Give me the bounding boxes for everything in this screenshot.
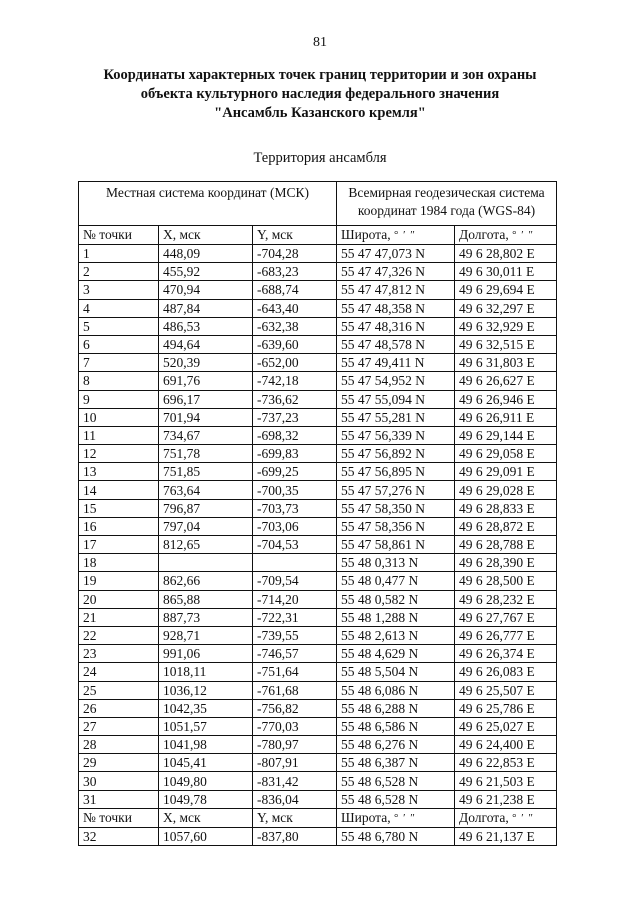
cell-lon: 49 6 28,872 E (455, 517, 557, 535)
cell-lon: 49 6 24,400 E (455, 736, 557, 754)
cell-n: 24 (79, 663, 159, 681)
cell-lat: 55 48 6,528 N (337, 772, 455, 790)
col-header-point: № точки (79, 226, 159, 245)
cell-n: 12 (79, 445, 159, 463)
cell-lat: 55 47 48,316 N (337, 317, 455, 335)
cell-x: 701,94 (159, 408, 253, 426)
cell-y: -742,18 (253, 372, 337, 390)
table-row (79, 245, 557, 263)
cell-lat: 55 48 5,504 N (337, 663, 455, 681)
cell-x: 520,39 (159, 354, 253, 372)
cell-lon: 49 6 22,853 E (455, 754, 557, 772)
cell-y: -632,38 (253, 317, 337, 335)
cell-y: -831,42 (253, 772, 337, 790)
cell-n: 30 (79, 772, 159, 790)
msk-group-header (79, 182, 337, 226)
cell-lon: 49 6 21,137 E (455, 827, 557, 845)
table-row (79, 517, 557, 535)
table-row (79, 263, 557, 281)
cell-lon: 49 6 32,515 E (455, 335, 557, 353)
cell-lon: 49 6 29,144 E (455, 426, 557, 444)
cell-y: -699,83 (253, 445, 337, 463)
table-row (79, 335, 557, 353)
cell-n: 20 (79, 590, 159, 608)
cell-lat: 55 48 0,477 N (337, 572, 455, 590)
cell-n: 14 (79, 481, 159, 499)
deg-min-sec-marks: ° ′ ″ (393, 229, 416, 241)
cell-lat: 55 47 49,411 N (337, 354, 455, 372)
cell-n: 16 (79, 517, 159, 535)
cell-y: -699,25 (253, 463, 337, 481)
table-row (79, 481, 557, 499)
cell-lon: 49 6 21,238 E (455, 790, 557, 808)
table-row (79, 554, 557, 572)
cell-y: -780,97 (253, 736, 337, 754)
cell-n: 10 (79, 408, 159, 426)
cell-x: 487,84 (159, 299, 253, 317)
cell-lon: 49 6 28,390 E (455, 554, 557, 572)
cell-x: 470,94 (159, 281, 253, 299)
cell-n: 32 (79, 827, 159, 845)
wgs-group-label-1: Всемирная геодезическая система (348, 185, 545, 200)
cell-y: -751,64 (253, 663, 337, 681)
wgs-group-label-2: координат 1984 года (WGS-84) (357, 203, 536, 218)
cell-y: -739,55 (253, 626, 337, 644)
cell-y: -703,06 (253, 517, 337, 535)
cell-n: 23 (79, 645, 159, 663)
cell-n: 6 (79, 335, 159, 353)
cell-lat: 55 47 55,094 N (337, 390, 455, 408)
title-line-1: Координаты характерных точек границ территории и зон охраны (103, 67, 537, 83)
table-row (79, 354, 557, 372)
cell-x: 1057,60 (159, 827, 253, 845)
cell-lon: 49 6 32,297 E (455, 299, 557, 317)
cell-x: 734,67 (159, 426, 253, 444)
table-row (79, 681, 557, 699)
cell-x: 751,78 (159, 445, 253, 463)
cell-lon: 49 6 26,374 E (455, 645, 557, 663)
cell-lon: 49 6 31,803 E (455, 354, 557, 372)
cell-lat: 55 47 58,356 N (337, 517, 455, 535)
col-header-lon (455, 226, 557, 245)
cell-y: -836,04 (253, 790, 337, 808)
cell-n: 4 (79, 299, 159, 317)
cell-lat: 55 47 56,339 N (337, 426, 455, 444)
table-row (79, 536, 557, 554)
cell-lat: 55 47 56,895 N (337, 463, 455, 481)
cell-x: 1018,11 (159, 663, 253, 681)
cell-lat: 55 48 2,613 N (337, 626, 455, 644)
cell-x: 928,71 (159, 626, 253, 644)
col-header-lat (337, 226, 455, 245)
cell-lat: 55 47 58,350 N (337, 499, 455, 517)
cell-n: 18 (79, 554, 159, 572)
col-header-lat-label: Широта, (341, 809, 391, 825)
cell-n: 26 (79, 699, 159, 717)
cell-x: 1049,78 (159, 790, 253, 808)
table-row (79, 281, 557, 299)
table-row (79, 608, 557, 626)
cell-lon: 49 6 25,507 E (455, 681, 557, 699)
table-body (79, 245, 557, 809)
cell-y: -722,31 (253, 608, 337, 626)
cell-n: 11 (79, 426, 159, 444)
cell-x: 1051,57 (159, 717, 253, 735)
cell-y: -698,32 (253, 426, 337, 444)
table-row (79, 590, 557, 608)
table-row (79, 572, 557, 590)
cell-x: 486,53 (159, 317, 253, 335)
cell-y: -746,57 (253, 645, 337, 663)
cell-y: -807,91 (253, 754, 337, 772)
table-row (79, 499, 557, 517)
msk-group-label: Местная система координат (МСК) (106, 185, 309, 200)
col-header-y: Y, мск (253, 226, 337, 245)
cell-lon: 49 6 28,788 E (455, 536, 557, 554)
cell-lat: 55 48 6,586 N (337, 717, 455, 735)
table-row (79, 754, 557, 772)
table-row (79, 463, 557, 481)
cell-lat: 55 47 48,358 N (337, 299, 455, 317)
page-number: 81 (313, 35, 327, 50)
cell-lat: 55 48 6,780 N (337, 827, 455, 845)
table-row (79, 717, 557, 735)
cell-lat: 55 48 6,276 N (337, 736, 455, 754)
cell-x: 494,64 (159, 335, 253, 353)
table-row (79, 317, 557, 335)
cell-y: -736,62 (253, 390, 337, 408)
cell-n: 1 (79, 245, 159, 263)
cell-y: -643,40 (253, 299, 337, 317)
cell-n: 25 (79, 681, 159, 699)
cell-lon: 49 6 26,083 E (455, 663, 557, 681)
cell-n: 3 (79, 281, 159, 299)
col-header-x: X, мск (159, 226, 253, 245)
cell-x: 1041,98 (159, 736, 253, 754)
cell-lat: 55 47 58,861 N (337, 536, 455, 554)
col-header-x: X, мск (159, 808, 253, 827)
cell-x: 862,66 (159, 572, 253, 590)
cell-lat: 55 47 56,892 N (337, 445, 455, 463)
cell-lon: 49 6 28,232 E (455, 590, 557, 608)
cell-x: 763,64 (159, 481, 253, 499)
cell-x: 1045,41 (159, 754, 253, 772)
section-subtitle: Территория ансамбля (253, 150, 387, 166)
cell-lat: 55 47 54,952 N (337, 372, 455, 390)
cell-y: -700,35 (253, 481, 337, 499)
cell-x: 865,88 (159, 590, 253, 608)
cell-n: 5 (79, 317, 159, 335)
coordinates-table (78, 181, 557, 846)
cell-n: 27 (79, 717, 159, 735)
cell-y (253, 554, 337, 572)
table-row (79, 827, 557, 845)
table-row (79, 663, 557, 681)
cell-n: 8 (79, 372, 159, 390)
cell-lon: 49 6 32,929 E (455, 317, 557, 335)
table-row (79, 772, 557, 790)
table-row (79, 299, 557, 317)
col-header-lon-label: Долгота, (459, 227, 509, 242)
cell-x: 751,85 (159, 463, 253, 481)
table-row (79, 426, 557, 444)
cell-lon: 49 6 28,802 E (455, 245, 557, 263)
cell-lon: 49 6 21,503 E (455, 772, 557, 790)
cell-lon: 49 6 30,011 E (455, 263, 557, 281)
cell-y: -639,60 (253, 335, 337, 353)
cell-y: -770,03 (253, 717, 337, 735)
cell-lon: 49 6 26,946 E (455, 390, 557, 408)
cell-lon: 49 6 28,833 E (455, 499, 557, 517)
cell-lon: 49 6 25,786 E (455, 699, 557, 717)
wgs-group-header (337, 182, 557, 226)
cell-n: 13 (79, 463, 159, 481)
cell-y: -761,68 (253, 681, 337, 699)
col-header-y: Y, мск (253, 808, 337, 827)
cell-x: 455,92 (159, 263, 253, 281)
col-header-lon (455, 808, 557, 827)
cell-x: 887,73 (159, 608, 253, 626)
cell-n: 31 (79, 790, 159, 808)
cell-x: 691,76 (159, 372, 253, 390)
cell-lon: 49 6 25,027 E (455, 717, 557, 735)
title-line-2: объекта культурного наследия федерального значения (140, 86, 500, 102)
table-row (79, 626, 557, 644)
table-row (79, 699, 557, 717)
cell-y: -652,00 (253, 354, 337, 372)
cell-y: -709,54 (253, 572, 337, 590)
title-line-3: "Ансамбль Казанского кремля" (214, 105, 426, 121)
cell-lat: 55 47 47,812 N (337, 281, 455, 299)
cell-x: 1049,80 (159, 772, 253, 790)
cell-x (159, 554, 253, 572)
cell-n: 17 (79, 536, 159, 554)
cell-y: -756,82 (253, 699, 337, 717)
cell-n: 7 (79, 354, 159, 372)
cell-lon: 49 6 29,091 E (455, 463, 557, 481)
cell-y: -688,74 (253, 281, 337, 299)
cell-lon: 49 6 28,500 E (455, 572, 557, 590)
cell-y: -837,80 (253, 827, 337, 845)
col-header-point: № точки (79, 808, 159, 827)
cell-lat: 55 48 4,629 N (337, 645, 455, 663)
cell-lat: 55 47 48,578 N (337, 335, 455, 353)
cell-x: 991,06 (159, 645, 253, 663)
cell-x: 797,04 (159, 517, 253, 535)
deg-min-sec-marks: ° ′ ″ (393, 811, 416, 824)
cell-x: 796,87 (159, 499, 253, 517)
table-body-continued (79, 808, 557, 845)
col-header-lon-label: Долгота, (459, 809, 509, 825)
cell-lat: 55 48 0,313 N (337, 554, 455, 572)
cell-lon: 49 6 26,627 E (455, 372, 557, 390)
table-row (79, 790, 557, 808)
cell-y: -737,23 (253, 408, 337, 426)
cell-x: 696,17 (159, 390, 253, 408)
cell-lon: 49 6 29,058 E (455, 445, 557, 463)
cell-y: -704,53 (253, 536, 337, 554)
cell-x: 812,65 (159, 536, 253, 554)
cell-x: 1036,12 (159, 681, 253, 699)
cell-lat: 55 48 6,288 N (337, 699, 455, 717)
cell-lat: 55 47 47,326 N (337, 263, 455, 281)
cell-lat: 55 47 57,276 N (337, 481, 455, 499)
cell-y: -683,23 (253, 263, 337, 281)
cell-y: -704,28 (253, 245, 337, 263)
deg-min-sec-marks: ° ′ ″ (512, 229, 534, 241)
table-row (79, 390, 557, 408)
cell-lat: 55 48 6,387 N (337, 754, 455, 772)
table-row (79, 408, 557, 426)
cell-lat: 55 48 0,582 N (337, 590, 455, 608)
table-row (79, 645, 557, 663)
cell-lat: 55 47 47,073 N (337, 245, 455, 263)
cell-lon: 49 6 26,911 E (455, 408, 557, 426)
cell-y: -714,20 (253, 590, 337, 608)
cell-n: 28 (79, 736, 159, 754)
cell-lat: 55 47 55,281 N (337, 408, 455, 426)
cell-n: 22 (79, 626, 159, 644)
cell-lon: 49 6 29,694 E (455, 281, 557, 299)
cell-n: 9 (79, 390, 159, 408)
cell-lon: 49 6 27,767 E (455, 608, 557, 626)
cell-n: 19 (79, 572, 159, 590)
cell-lat: 55 48 6,086 N (337, 681, 455, 699)
cell-lon: 49 6 26,777 E (455, 626, 557, 644)
cell-x: 448,09 (159, 245, 253, 263)
table-row (79, 736, 557, 754)
table-row (79, 445, 557, 463)
cell-x: 1042,35 (159, 699, 253, 717)
cell-y: -703,73 (253, 499, 337, 517)
cell-n: 2 (79, 263, 159, 281)
document-title (60, 66, 580, 123)
cell-lat: 55 48 6,528 N (337, 790, 455, 808)
cell-n: 21 (79, 608, 159, 626)
repeated-header-row (79, 808, 557, 827)
col-header-lat (337, 808, 455, 827)
col-header-lat-label: Широта, (341, 227, 391, 242)
cell-lat: 55 48 1,288 N (337, 608, 455, 626)
cell-n: 29 (79, 754, 159, 772)
deg-min-sec-marks: ° ′ ″ (512, 811, 534, 824)
cell-n: 15 (79, 499, 159, 517)
cell-lon: 49 6 29,028 E (455, 481, 557, 499)
table-row (79, 372, 557, 390)
